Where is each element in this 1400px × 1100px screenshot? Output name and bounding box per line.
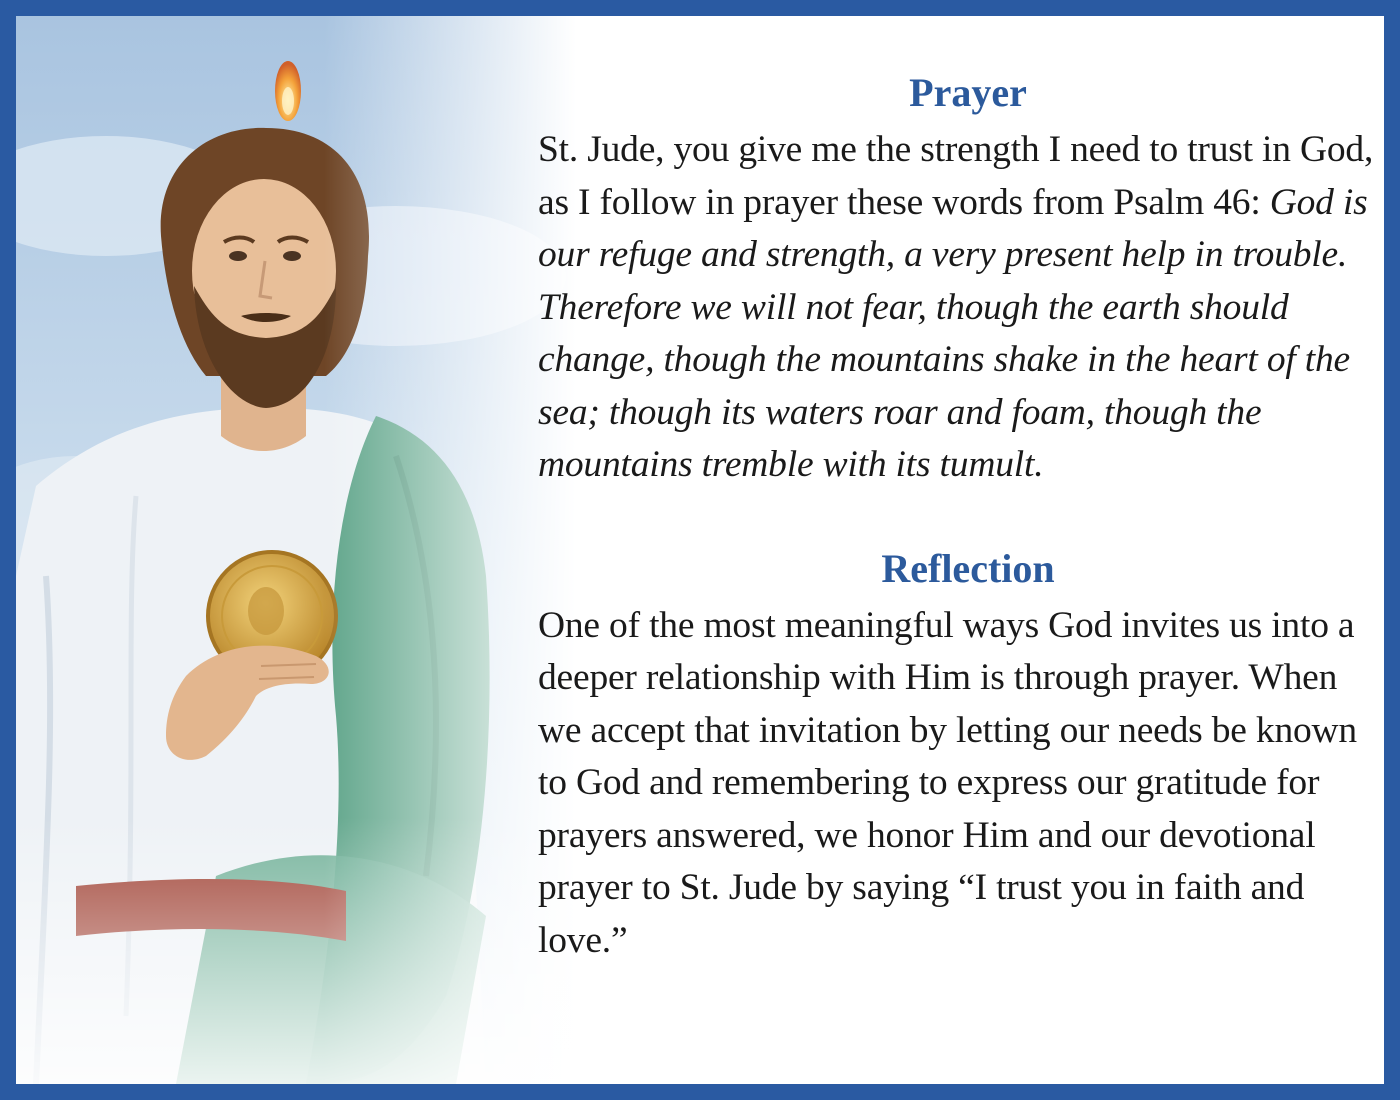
st-jude-portrait <box>16 16 576 1084</box>
prayer-text <box>538 124 1378 492</box>
reflection-heading: Reflection <box>881 545 1055 591</box>
reflection-text: One of the most meaningful ways God invites us into a deeper relationship with Him is through prayer. When we accept that invitation by letting our needs be known to God and remembering to express our gratitude for prayers answered, we honor Him and our devotional prayer to St. Jude by saying “I trust you in faith and love.” <box>538 604 1357 961</box>
prayer-intro: St. Jude, you give me the strength I need to trust in God, as I follow in prayer these words from Psalm 46: <box>538 129 1374 223</box>
psalm-quote: God is our refuge and strength, a very present help in trouble. Therefore we will not fear, though the earth should change, though the mountains shake in the heart of the sea; though its waters roar and foam, though the mountains tremble with its tumult. <box>538 181 1368 485</box>
prayer-heading: Prayer <box>909 70 1027 115</box>
text-column <box>538 56 1378 967</box>
